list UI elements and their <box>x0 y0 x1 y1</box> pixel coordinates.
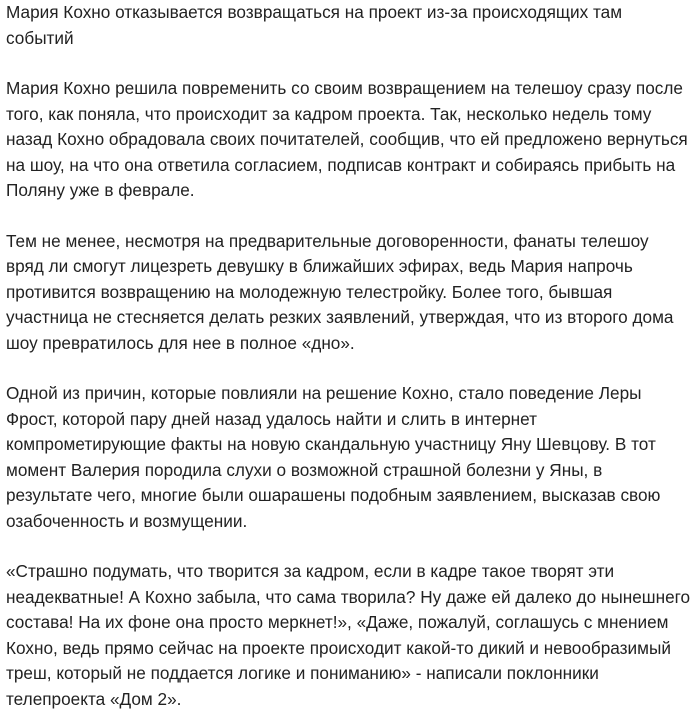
article-title: Мария Кохно отказывается возвращаться на проект из-за происходящих там событий <box>6 2 623 48</box>
article-paragraph: Мария Кохно решила повременить со своим возвращением на телешоу сразу после того, как поняла, что происходит за кадром проекта. Так, несколько недель тому назад Кохно обрадовала своих почитателей, сообщив, что ей предложено вернуться на шоу, на что она ответила согласием, подписав контракт и собираясь прибыть на Поляну уже в феврале. <box>6 78 688 200</box>
article-paragraph: Тем не менее, несмотря на предварительные договоренности, фанаты телешоу вряд ли смогут лицезреть девушку в ближайших эфирах, ведь Мария напрочь противится возвращению на молодежную телестройку. Более того, бывшая участница не стесняется делать резких заявлений, утверждая, что из второго дома шоу превратилось для нее в полное «дно». <box>6 230 674 353</box>
article-paragraph: «Страшно подумать, что творится за кадром, если в кадре такое творят эти неадекватные! А Кохно забыла, что сама творила? Ну даже ей далеко до нынешнего состава! На их фоне она просто меркнет!», «Даже, пожалуй, соглашусь с мнением Кохно, ведь прямо сейчас на проекте происходит какой-то дикий и невообразимый треш, который не поддается логике и пониманию» - написали поклонники телепроекта «Дом 2». <box>6 561 691 709</box>
article-paragraph: Одной из причин, которые повлияли на решение Кохно, стало поведение Леры Фрост, которой пару дней назад удалось найти и слить в интернет компрометирующие факты на новую скандальную участницу Яну Шевцову. В тот момент Валерия породила слухи о возможной страшной болезни у Яны, в результате чего, многие были ошарашены подобным заявлением, высказав свою озабоченность и возмущении. <box>6 383 661 531</box>
